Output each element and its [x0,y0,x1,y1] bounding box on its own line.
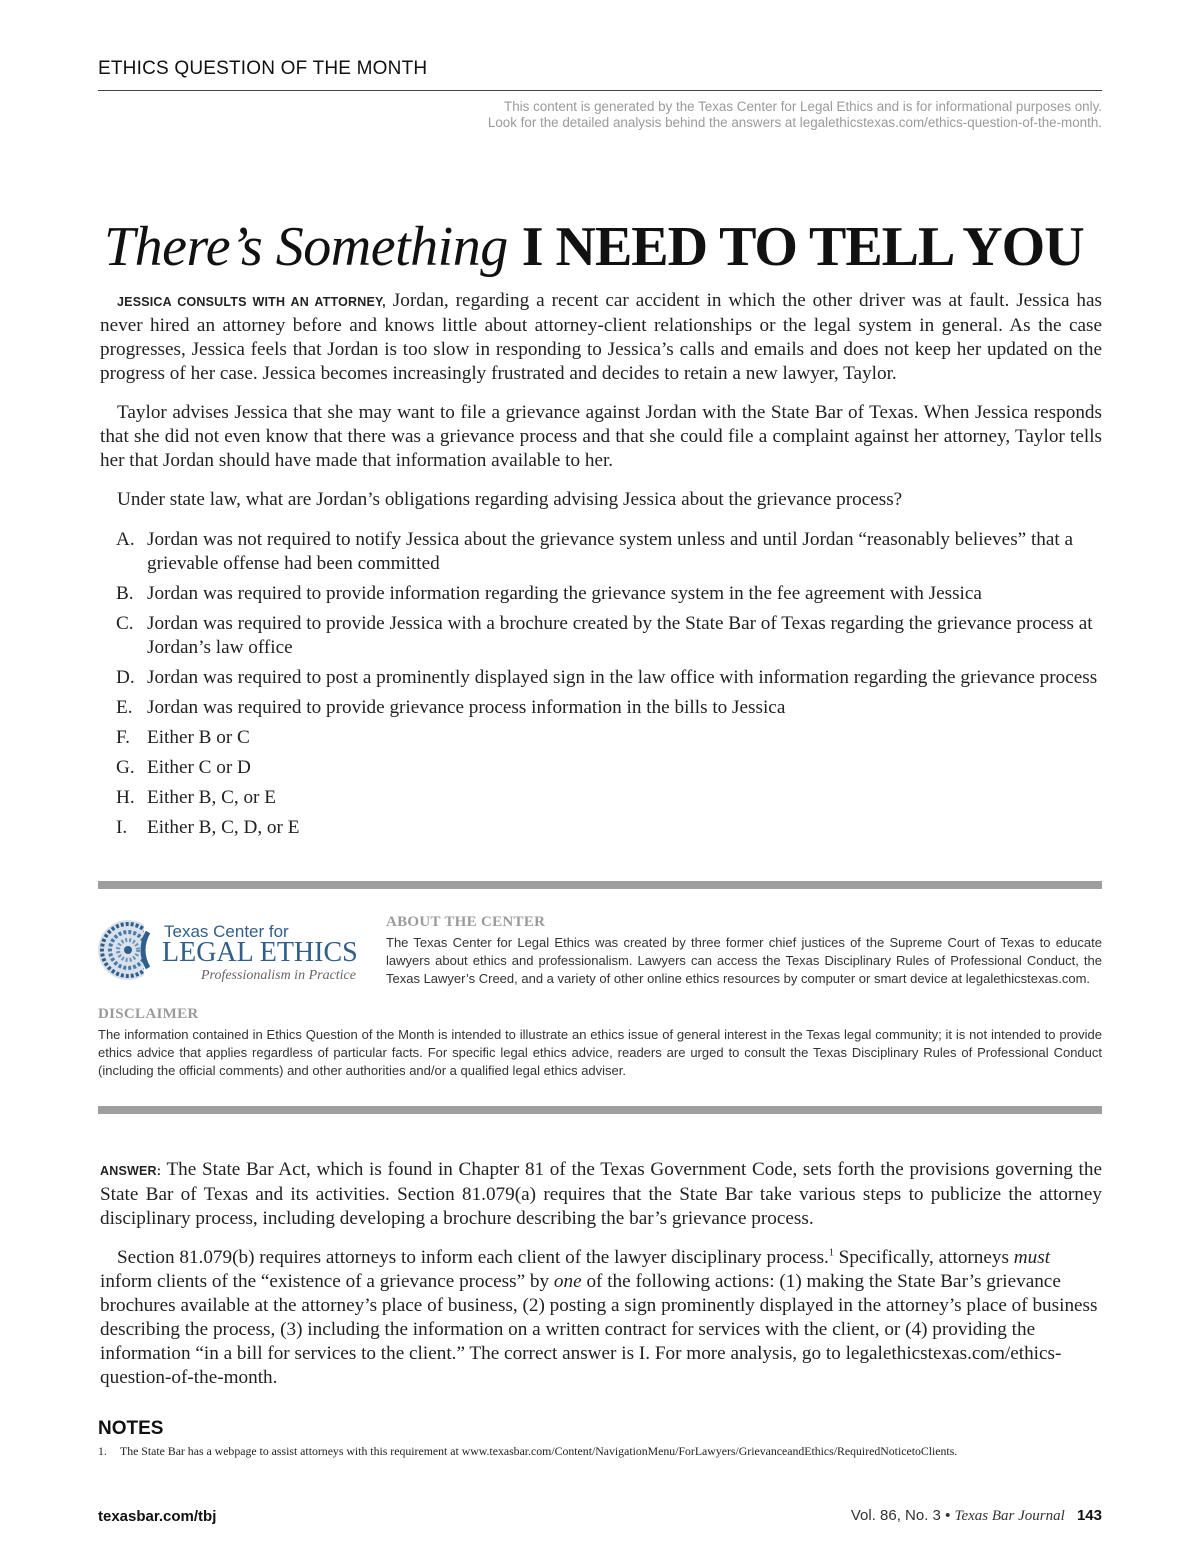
answer-body [100,1158,1102,1405]
answer-p2-one: one [553,1271,582,1292]
footer-issue-info [851,1507,1102,1525]
note-text: The State Bar has a webpage to assist attorneys with this requirement at www.texasbar.com/Content/NavigationMenu/ForLawyers/GrievanceandEthics/RequiredNoticetoClients. [120,1444,958,1458]
about-text: The Texas Center for Legal Ethics was created by three former chief justices of the Supreme Court of Texas to educate lawyers about ethics and professionalism. Lawyers can access the Texas Disciplinary Rules of Professional Conduct, the Texas Lawyer’s Creed, and a variety of other online ethics resources by computer or smart device at legalethicstexas.com. [386,935,1102,986]
answer-choice-text: Jordan was required to provide Jessica with a brochure created by the State Bar of Texas regarding the grievance process at Jordan’s law office [147,613,1093,658]
answer-paragraph-1-text: The State Bar Act, which is found in Chapter 81 of the Texas Government Code, sets forth the provisions governing the State Bar of Texas and its activities. Section 81.079(a) requires that the State Bar take various steps to publicize the attorney disciplinary process, including developing a brochure describing the bar’s grievance process. [100,1159,1102,1229]
answer-choice-text: Either B, C, D, or E [147,817,300,838]
question-paragraph-1-text: Jordan, regarding a recent car accident in which the other driver was at fault. Jessica has never hired an attorney before and knows little about attorney-client relationships or the legal system in general. As the case progresses, Jessica feels that Jordan is too slow in responding to Jessica’s calls and emails and does not keep her updated on the progress of her case. Jessica becomes increasingly frustrated and decides to retain a new lawyer, Taylor. [100,290,1102,384]
answer-choice [116,666,1106,690]
footer-bullet: • [945,1507,951,1524]
legal-ethics-logo [98,918,360,986]
legal-ethics-logo-graphic [98,918,360,986]
answer-choice [116,582,1106,606]
title-bold-part: I NEED TO TELL YOU [521,216,1084,278]
footer-site-link[interactable]: texasbar.com/tbj [98,1508,217,1525]
answer-lead-in: ANSWER: [100,1164,162,1178]
header-notice-line2: Look for the detailed analysis behind the answers at legalethicstexas.com/ethics-question-of-the-month. [487,115,1102,130]
header-notice [488,99,1102,131]
title-italic-part: There’s Something [104,216,508,278]
answer-choice-letter: G. [116,757,135,778]
answer-p2-part-d: of the following actions: (1) making the State Bar’s grievance brochures available at the attorney’s place of business, (2) posting a sign prominently displayed in the attorney’s place of business describing the process, (3) including the information on a written contract for services with the client, or (4) providing the information “in a bill for services to the client.” The correct answer is I. For more analysis, go to legalethicstexas.com/ethics-question-of-the-month. [100,1271,1098,1388]
answer-choice [116,612,1106,660]
footer-journal: Texas Bar Journal [954,1508,1065,1524]
footer-page-number: 143 [1076,1507,1102,1524]
footnote-ref-1[interactable]: 1 [828,1247,834,1259]
answer-choice-text: Jordan was required to post a prominently displayed sign in the law office with information regarding the grievance process [147,667,1098,688]
seal-icon [98,920,160,982]
answer-choice [116,786,1106,810]
answer-choices-list [116,528,1106,846]
answer-choice [116,756,1106,780]
answer-choice [116,726,1106,750]
question-paragraph-1 [100,289,1102,386]
logo-line1: Texas Center for [164,922,289,941]
answer-paragraph-1 [100,1158,1102,1231]
answer-choice-letter: H. [116,787,135,808]
answer-choice-text: Jordan was not required to notify Jessica about the grievance system unless and until Jordan “reasonably believes” that a grievable offense had been committed [147,529,1074,574]
answer-choice-letter: A. [116,529,135,550]
answer-p2-part-c: inform clients of the “existence of a grievance process” by [100,1271,554,1292]
header-notice-line1: This content is generated by the Texas Center for Legal Ethics and is for informational purposes only. [504,99,1102,114]
answer-choice [116,816,1106,840]
disclaimer-text: The information contained in Ethics Question of the Month is intended to illustrate an ethics issue of general interest in the Texas legal community; it is not intended to provide ethics advice that applies regardless of particular facts. For specific legal ethics advice, readers are urged to consult the Texas Disciplinary Rules of Professional Conduct (including the official comments) and other authorities and/or a qualified legal ethics adviser. [98,1027,1102,1078]
question-paragraph-2: Taylor advises Jessica that she may want to file a grievance against Jordan with the State Bar of Texas. When Jessica responds that she did not even know that there was a grievance process and that she could file a complaint against her attorney, Taylor tells her that Jordan should have made that information available to her. [100,402,1102,471]
answer-choice-text: Either C or D [147,757,251,778]
note-number: 1. [98,1444,107,1458]
answer-p2-part-b: Specifically, attorneys [833,1247,1014,1268]
note-item [98,1444,957,1459]
notes-heading: NOTES [98,1418,164,1439]
section-divider-top [98,881,1102,889]
answer-choice-letter: F. [116,727,130,748]
question-body [100,289,1102,527]
disclaimer-heading: DISCLAIMER [98,1006,199,1022]
answer-p2-part-a: Section 81.079(b) requires attorneys to inform each client of the lawyer disciplinary process. [117,1247,829,1268]
answer-choice [116,696,1106,720]
answer-choice-letter: I. [116,817,128,838]
answer-choice-text: Jordan was required to provide grievance process information in the bills to Jessica [147,697,786,718]
answer-choice-letter: B. [116,583,134,604]
answer-choice-text: Either B or C [147,727,250,748]
header-rule [98,90,1102,91]
about-heading: ABOUT THE CENTER [386,914,546,930]
question-prompt: Under state law, what are Jordan’s obligations regarding advising Jessica about the grievance process? [117,489,903,510]
answer-choice-letter: E. [116,697,133,718]
article-title [104,212,1084,282]
logo-line3: Professionalism in Practice [200,968,356,983]
answer-choice-letter: D. [116,667,135,688]
answer-p2-must: must [1013,1247,1051,1268]
answer-choice-letter: C. [116,613,134,634]
section-divider-bottom [98,1106,1102,1114]
answer-choice-text: Jordan was required to provide information regarding the grievance system in the fee agreement with Jessica [147,583,982,604]
section-label: ETHICS QUESTION OF THE MONTH [98,58,428,79]
logo-line2: LEGAL ETHICS [162,937,358,968]
footer-volume: Vol. 86, No. 3 [850,1507,941,1524]
question-lead-in: JESSICA CONSULTS WITH AN ATTORNEY, [117,295,386,309]
answer-choice-text: Either B, C, or E [147,787,276,808]
answer-paragraph-2 [100,1246,1102,1390]
answer-choice [116,528,1106,576]
